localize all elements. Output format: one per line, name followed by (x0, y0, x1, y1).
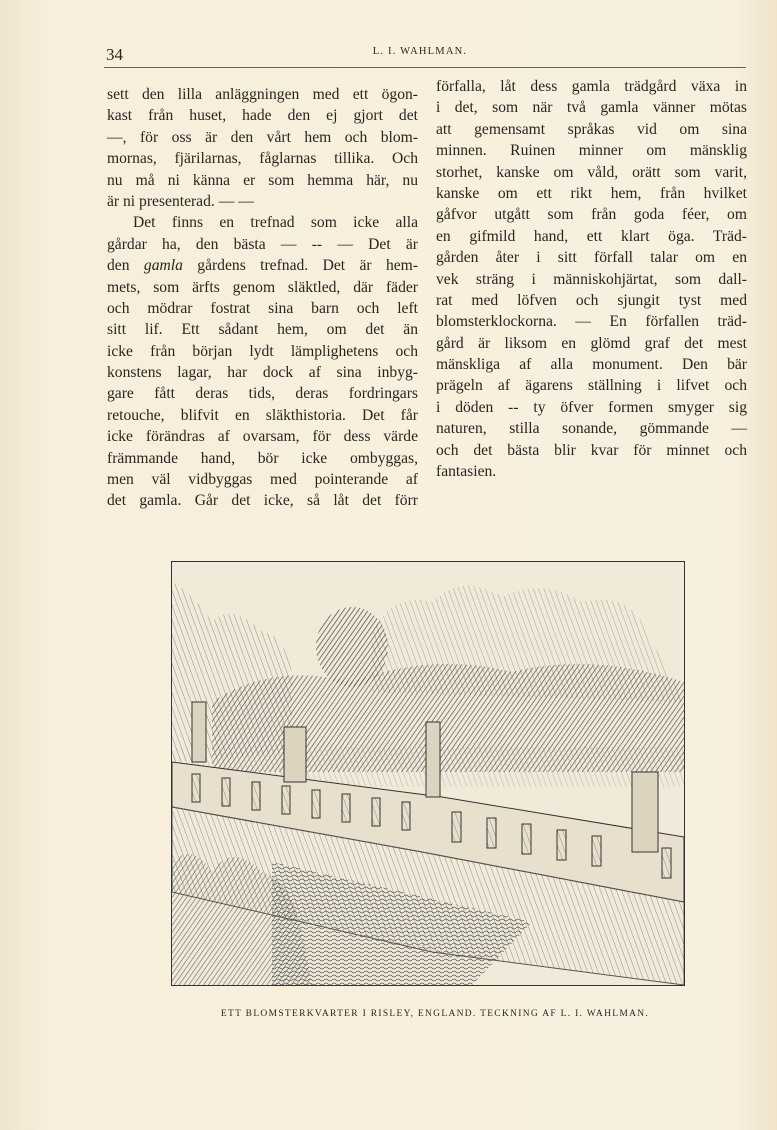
text-line: blomsterklockorna. — En förfallen träd- (436, 313, 747, 331)
text-line: naturen, stilla sonande, gömmande — (436, 420, 747, 438)
garden-illustration (171, 561, 685, 986)
text-line: mornas, fjärilarnas, fåglarnas tillika. Och (107, 150, 418, 168)
text-segment: gårdens trefnad. Det är hem- (182, 257, 418, 275)
text-line: storhet, kanske om våld, orätt som varit, (436, 163, 747, 181)
text-line: gåfvor utgått som från goda féer, om (436, 206, 747, 224)
text-line: retouche, blifvit en släkthistoria. Det får (107, 406, 418, 424)
text-line: Det finns en trefnad som icke alla (133, 214, 418, 232)
text-line: prägeln af ägarens ställning i lifvet och (436, 377, 747, 395)
text-line: förfalla, låt dess gamla trädgård växa in (436, 78, 747, 95)
text-line: fantasien. (436, 463, 497, 481)
right-column (436, 76, 747, 482)
text-line: främmande hand, bör icke ombyggas, (107, 449, 418, 467)
text-line (107, 255, 418, 276)
page-number: 34 (106, 45, 123, 64)
text-line: i det, som när två gamla vänner mötas (436, 99, 747, 117)
text-line: sett den lilla anläggningen med ett ögon- (107, 86, 418, 103)
running-title: L. I. WAHLMAN. (372, 46, 468, 57)
text-line: i döden -- ty öfver formen smyger sig (436, 398, 747, 416)
text-line: mets, som ärfts genom släktled, där fäder (107, 278, 418, 296)
text-line: kanske om ett rikt hem, från hvilket (436, 184, 747, 202)
italic-word: gamla (143, 257, 183, 275)
text-line: konstens lagar, har dock af sina inbyg- (107, 364, 418, 382)
text-line: sitt lif. Ett sådant hem, om det än (107, 321, 418, 339)
text-line: mänskliga af alla monument. Den bär (436, 356, 747, 374)
text-line: —, för oss är den vårt hem och blom- (107, 128, 418, 146)
text-line: är ni presenterad. — — (107, 192, 254, 210)
text-line: nu må ni känna er som hemma här, nu (107, 171, 418, 189)
text-line: det gamla. Går det icke, så låt det förr (107, 492, 418, 510)
text-line: gård är liksom en glömd graf det mest (436, 334, 747, 352)
text-line: gårdar ha, den bästa — -- — Det är (107, 235, 418, 253)
text-line: kast från huset, hade den ej gjort det (107, 107, 418, 125)
text-segment: den (107, 257, 144, 275)
text-line: men väl vidbyggas med pointerande af (107, 471, 418, 489)
left-column (107, 84, 418, 512)
header-rule (104, 67, 746, 68)
text-line: och mödrar fostrat sina barn och left (107, 299, 418, 317)
text-line: icke förändras af ovarsam, för dess värde (107, 428, 418, 446)
text-line: minnen. Ruinen minner om mänsklig (436, 142, 747, 160)
figure-caption: ETT BLOMSTERKVARTER I RISLEY, ENGLAND. TECKNING AF L. I. WAHLMAN. (220, 1009, 650, 1019)
text-line: och det bästa blir kvar för minnet och (436, 441, 747, 459)
text-line: rat med löfven och sjungit tyst med (436, 291, 747, 309)
garden-drawing (172, 562, 684, 985)
text-line: vek sträng i människohjärtat, som dall- (436, 270, 747, 288)
text-line: att gemensamt språkas vid om sina (436, 120, 747, 138)
text-line: gare fått deras tids, deras fordringars (107, 385, 418, 403)
text-line: gården åter i sitt förfall talar om en (436, 249, 747, 267)
text-line: en gifmild hand, ett klart öga. Träd- (436, 227, 747, 245)
text-line: icke från början lydt lämplighetens och (107, 342, 418, 360)
